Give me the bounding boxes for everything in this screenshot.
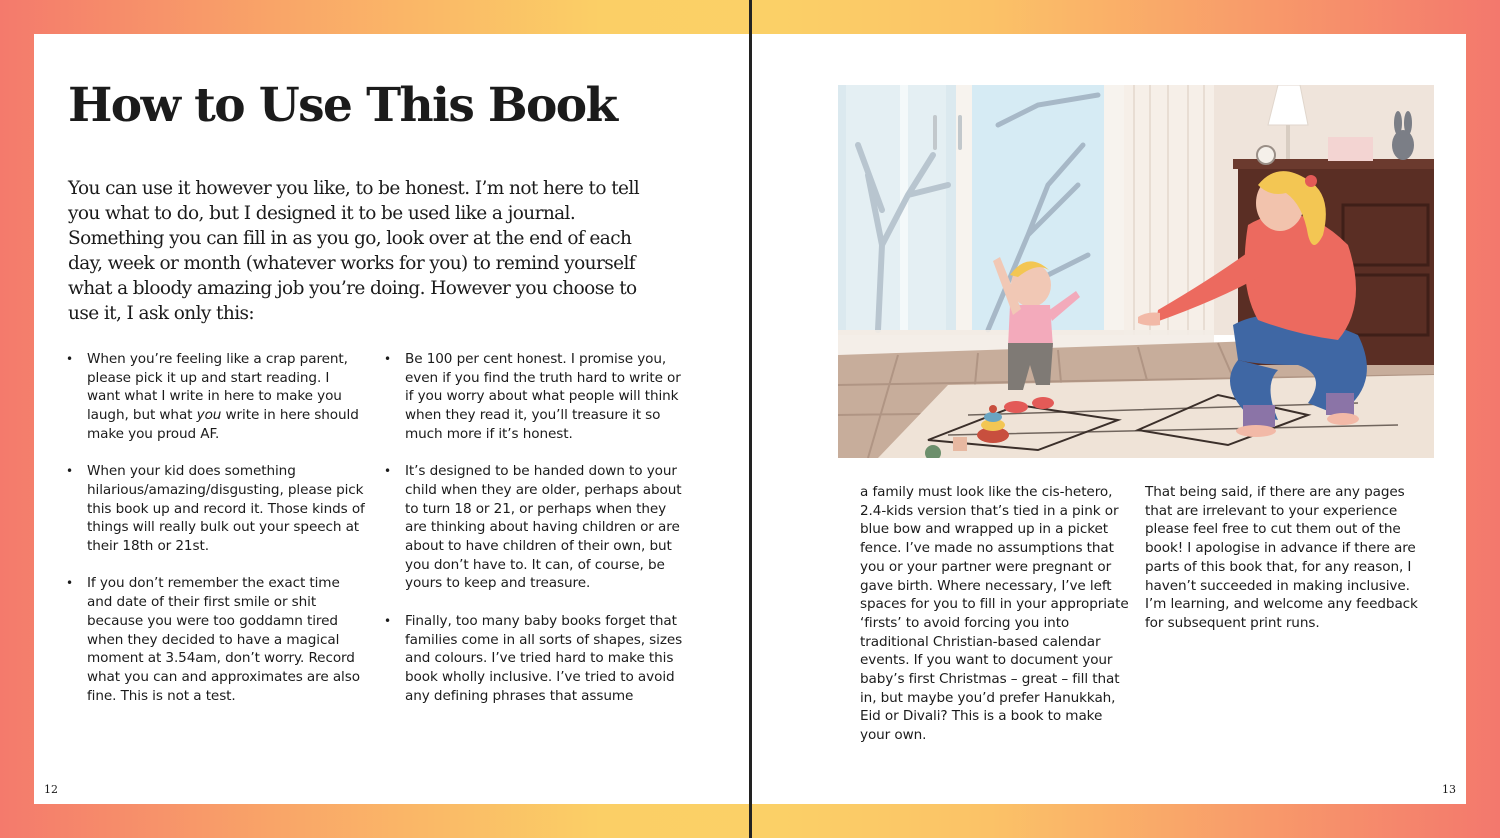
left-page [34,34,749,804]
page-number-right: 13 [1442,783,1456,796]
intro-paragraph: You can use it however you like, to be honest. I’m not here to tell you what to do, but I designed it to be used like a journal. Something you can fill in as you go, look over at the end of each day, week or month (whatever works for you) to remind yourself what a bloody amazing job you’re doing. However you choose to use it, I ask only this: [68,178,640,324]
list-item: • Be 100 per cent honest. I promise you, even if you find the truth hard to write or if you worry about what people will think when they read it, you’ll treasure it so much more if it’s honest. [384,350,684,444]
bullet-list-column-2 [384,350,684,724]
page-number-left: 12 [44,783,58,796]
list-item: • It’s designed to be handed down to your child when they are older, perhaps about to turn 18 or 21, or perhaps when they are thinking about having children or are about to have children of their own, but you don’t have to. It can, of course, be yours to keep and treasure. [384,462,684,593]
emphasis-you: you [196,407,222,424]
page-title: How to Use This Book [68,78,617,133]
list-item: • If you don’t remember the exact time and date of their first smile or shit because you were too goddamn tired when they decided to have a magical moment at 3.54am, don’t worry. Record what you can and approximates are also fine. This is not a test. [66,574,366,705]
body-text-column-2: That being said, if there are any pages that are irrelevant to your experience please feel free to cut them out of the book! I apologise in advance if there are parts of this book that, for any reason, I haven’t succeeded in making inclusive. I’m learning, and welcome any feedback for subsequent print runs. [1145,484,1418,631]
list-item: • Finally, too many baby books forget that families come in all sorts of shapes, sizes and colours. I’ve tried hard to make this book wholly inclusive. I’ve tried to avoid any defining phrases that assume [384,612,684,706]
body-text-column-1: a family must look like the cis-hetero, 2.4-kids version that’s tied in a pink or blue bow and wrapped up in a picket fence. I’ve made no assumptions that you or your partner were pregnant or gave birth. Where necessary, I’ve left spaces for you to fill in your appropriate ‘firsts’ to avoid forcing you into traditional Christian-based calendar events. If you want to document your baby’s first Christmas – great – fill that in, but maybe you’d prefer Hanukkah, Eid or Divali? This is a book to make your own. [860,484,1129,744]
list-item: • When you’re feeling like a crap parent, please pick it up and start reading. I want what I write in here to make you laugh, but what you write in here should make you proud AF. [66,350,366,444]
right-page [752,34,1466,804]
list-item: • When your kid does something hilarious/amazing/disgusting, please pick this book up and record it. Those kinds of things will really bulk out your speech at their 18th or 21st. [66,462,366,556]
parent-and-toddler-first-steps-illustration [838,85,1434,458]
bullet-list-column-1 [66,350,366,724]
